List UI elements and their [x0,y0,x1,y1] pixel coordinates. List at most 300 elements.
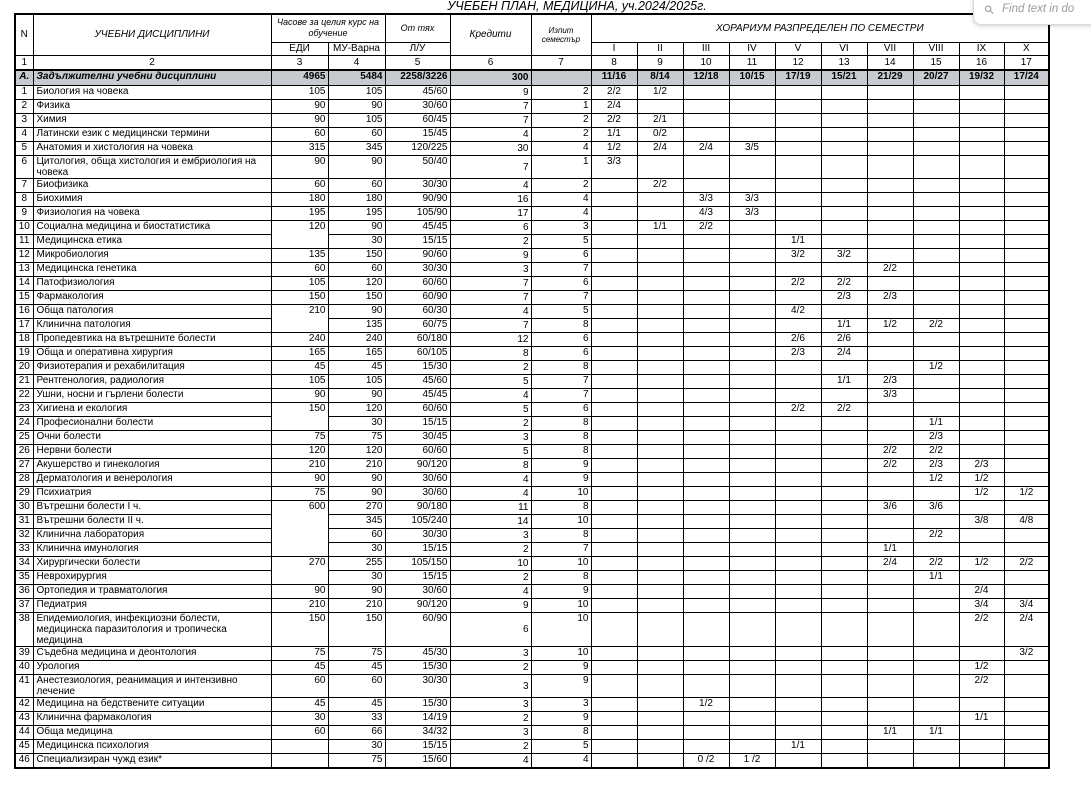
semester-hours-3 [683,740,729,754]
semester-hours-1 [591,698,637,712]
semester-hours-3 [683,249,729,263]
semester-hours-2: 2/1 [637,114,683,128]
semester-hours-5 [775,529,821,543]
semester-hours-5 [775,86,821,100]
semester-hours-3 [683,726,729,740]
semester-hours-7 [867,235,913,249]
semester-hours-9 [959,417,1004,431]
mu-varna-hours: 240 [328,333,385,347]
col-number: 9 [637,55,683,70]
discipline-name: Хирургически болести [33,557,271,571]
semester-hours-1 [591,712,637,726]
semester-hours-5: 1/1 [775,740,821,754]
row-number: 24 [15,417,33,431]
semester-hours-7: 2/2 [867,263,913,277]
col-number: 2 [33,55,271,70]
exam-semester: 6 [531,403,591,417]
total-credits: 300 [450,70,531,86]
semester-hours-9 [959,156,1004,179]
semester-hours-5 [775,291,821,305]
semester-hours-1 [591,675,637,698]
lecture-practice-hours: 45/60 [385,375,450,389]
semester-hours-8 [913,179,959,193]
semester-hours-4 [729,291,775,305]
exam-semester: 2 [531,179,591,193]
row-number: 34 [15,557,33,571]
semester-hours-8 [913,740,959,754]
col-number: 11 [729,55,775,70]
semester-hours-1: 2/2 [591,86,637,100]
semester-hours-10 [1004,100,1049,114]
credits: 4 [450,487,531,501]
semester-hours-9: 2/3 [959,459,1004,473]
row-number: 35 [15,571,33,585]
edi-hours: 60 [271,179,328,193]
edi-hours: 120 [271,221,328,249]
total-row-letter: А. [15,70,33,86]
edi-hours: 75 [271,431,328,445]
lecture-practice-hours: 45/30 [385,647,450,661]
semester-hours-9: 3/4 [959,599,1004,613]
semester-hours-10 [1004,347,1049,361]
semester-hours-5: 3/2 [775,249,821,263]
semester-hours-10 [1004,142,1049,156]
semester-hours-5 [775,128,821,142]
semester-hours-3: 0 /2 [683,754,729,768]
row-number: 33 [15,543,33,557]
credits: 2 [450,740,531,754]
semester-hours-4 [729,557,775,571]
semester-hours-8 [913,712,959,726]
semester-hours-1: 1/1 [591,128,637,142]
discipline-name: Фармакология [33,291,271,305]
mu-varna-hours: 195 [328,207,385,221]
exam-semester: 4 [531,142,591,156]
semester-hours-5 [775,156,821,179]
semester-hours-9 [959,571,1004,585]
edi-hours: 90 [271,473,328,487]
semester-hours-4 [729,156,775,179]
table-row [15,571,1049,585]
semester-hours-8 [913,585,959,599]
exam-semester: 8 [531,319,591,333]
total-semester-6: 15/21 [821,70,867,86]
semester-hours-8 [913,333,959,347]
semester-hours-6 [821,585,867,599]
edi-hours [271,740,328,754]
semester-hours-7 [867,100,913,114]
exam-semester: 8 [531,417,591,431]
table-row [15,389,1049,403]
discipline-name: Вътрешни болести II ч. [33,515,271,529]
mu-varna-hours: 180 [328,193,385,207]
semester-hours-5 [775,445,821,459]
semester-hours-7 [867,347,913,361]
semester-hours-6 [821,263,867,277]
semester-hours-4 [729,543,775,557]
exam-semester: 10 [531,599,591,613]
row-number: 2 [15,100,33,114]
semester-hours-5 [775,754,821,768]
row-number: 31 [15,515,33,529]
table-row [15,128,1049,142]
lecture-practice-hours: 90/120 [385,599,450,613]
semester-hours-7 [867,114,913,128]
semester-hours-7: 1/2 [867,319,913,333]
semester-hours-9: 1/2 [959,473,1004,487]
mu-varna-hours: 60 [328,263,385,277]
semester-hours-10: 1/2 [1004,487,1049,501]
credits: 4 [450,389,531,403]
semester-hours-10 [1004,114,1049,128]
total-semester-3: 12/18 [683,70,729,86]
discipline-name: Обща и оперативна хирургия [33,347,271,361]
mu-varna-hours: 75 [328,647,385,661]
semester-hours-1 [591,613,637,647]
credits: 16 [450,193,531,207]
semester-hours-3 [683,501,729,515]
semester-hours-1 [591,193,637,207]
semester-hours-1 [591,375,637,389]
col-number: 4 [328,55,385,70]
semester-hours-8 [913,156,959,179]
lecture-practice-hours: 15/15 [385,740,450,754]
semester-hours-1 [591,417,637,431]
semester-hours-4: 3/3 [729,207,775,221]
semester-hours-2 [637,698,683,712]
semester-hours-8 [913,487,959,501]
discipline-name: Очни болести [33,431,271,445]
semester-hours-1: 3/3 [591,156,637,179]
semester-hours-8 [913,675,959,698]
semester-hours-4 [729,698,775,712]
lecture-practice-hours: 60/45 [385,114,450,128]
mu-varna-hours: 150 [328,613,385,647]
semester-hours-1 [591,263,637,277]
lecture-practice-hours: 120/225 [385,142,450,156]
credits: 7 [450,277,531,291]
exam-semester: 3 [531,221,591,235]
semester-hours-6: 2/2 [821,277,867,291]
row-number: 28 [15,473,33,487]
semester-hours-2 [637,459,683,473]
semester-hours-7 [867,142,913,156]
semester-hours-7 [867,403,913,417]
semester-hours-4 [729,179,775,193]
semester-hours-7 [867,487,913,501]
semester-hours-6: 2/6 [821,333,867,347]
exam-semester: 10 [531,487,591,501]
semester-hours-4 [729,661,775,675]
row-number: 39 [15,647,33,661]
header-row-column-numbers [15,55,1049,70]
semester-hours-6 [821,193,867,207]
col-header-semester-9: IX [959,42,1004,55]
exam-semester: 8 [531,445,591,459]
credits: 8 [450,347,531,361]
mu-varna-hours: 66 [328,726,385,740]
col-header-semester-1: I [591,42,637,55]
exam-semester: 9 [531,675,591,698]
table-row [15,193,1049,207]
table-row [15,305,1049,319]
semester-hours-3: 2/4 [683,142,729,156]
semester-hours-2 [637,543,683,557]
semester-hours-9 [959,100,1004,114]
semester-hours-2 [637,156,683,179]
mu-varna-hours: 45 [328,361,385,375]
mu-varna-hours: 345 [328,515,385,529]
edi-hours: 240 [271,333,328,347]
col-number: 1 [15,55,33,70]
semester-hours-5 [775,712,821,726]
col-header-semester-10: X [1004,42,1049,55]
credits: 6 [450,613,531,647]
col-header-semester-8: VIII [913,42,959,55]
row-number: 7 [15,179,33,193]
semester-hours-9 [959,249,1004,263]
credits: 3 [450,431,531,445]
discipline-name: Физиотерапия и рехабилитация [33,361,271,375]
mu-varna-hours: 120 [328,445,385,459]
lecture-practice-hours: 105/90 [385,207,450,221]
semester-hours-1 [591,319,637,333]
semester-hours-4 [729,319,775,333]
row-number: 17 [15,319,33,333]
semester-hours-8 [913,661,959,675]
semester-hours-8: 2/2 [913,319,959,333]
row-number: 38 [15,613,33,647]
semester-hours-1 [591,529,637,543]
semester-hours-8 [913,114,959,128]
semester-hours-10 [1004,417,1049,431]
discipline-name: Епидемиология, инфекциозни болести, медицинска паразитология и тропическа медицина [33,613,271,647]
semester-hours-10 [1004,712,1049,726]
semester-hours-5: 1/1 [775,235,821,249]
semester-hours-7 [867,193,913,207]
semester-hours-7 [867,712,913,726]
exam-semester: 4 [531,207,591,221]
row-number: 1 [15,86,33,100]
row-number: 29 [15,487,33,501]
table-row [15,156,1049,179]
semester-hours-6 [821,473,867,487]
semester-hours-3 [683,417,729,431]
semester-hours-10 [1004,473,1049,487]
semester-hours-10 [1004,249,1049,263]
exam-semester: 9 [531,473,591,487]
semester-hours-1 [591,459,637,473]
edi-hours: 315 [271,142,328,156]
semester-hours-5 [775,571,821,585]
credits: 5 [450,403,531,417]
semester-hours-5: 2/2 [775,277,821,291]
table-row [15,557,1049,571]
semester-hours-7 [867,515,913,529]
semester-hours-2 [637,557,683,571]
credits: 5 [450,375,531,389]
semester-hours-7 [867,599,913,613]
mu-varna-hours: 210 [328,459,385,473]
semester-hours-4 [729,375,775,389]
discipline-name: Биохимия [33,193,271,207]
semester-hours-6: 2/3 [821,291,867,305]
semester-hours-3 [683,647,729,661]
row-number: 25 [15,431,33,445]
col-header-credits: Кредити [450,14,531,55]
row-number: 23 [15,403,33,417]
row-number: 36 [15,585,33,599]
exam-semester: 5 [531,305,591,319]
semester-hours-7 [867,613,913,647]
col-header-semester-5: V [775,42,821,55]
table-row [15,417,1049,431]
semester-hours-7 [867,571,913,585]
semester-hours-10 [1004,501,1049,515]
semester-hours-2 [637,585,683,599]
lecture-practice-hours: 105/150 [385,557,450,571]
total-semester-9: 19/32 [959,70,1004,86]
lecture-practice-hours: 30/60 [385,473,450,487]
mu-varna-hours: 105 [328,114,385,128]
row-number: 16 [15,305,33,319]
semester-hours-5 [775,361,821,375]
semester-hours-10: 3/2 [1004,647,1049,661]
semester-hours-5 [775,698,821,712]
exam-semester: 7 [531,263,591,277]
total-row-name: Задължителни учебни дисциплини [33,70,271,86]
lecture-practice-hours: 60/90 [385,613,450,647]
mu-varna-hours: 150 [328,249,385,263]
table-row [15,333,1049,347]
discipline-name: Социална медицина и биостатистика [33,221,271,235]
table-row [15,361,1049,375]
semester-hours-10 [1004,207,1049,221]
col-number: 13 [821,55,867,70]
discipline-name: Медицинска психология [33,740,271,754]
semester-hours-4 [729,501,775,515]
discipline-name: Медицинска генетика [33,263,271,277]
semester-hours-10 [1004,156,1049,179]
exam-semester: 6 [531,277,591,291]
table-row [15,599,1049,613]
semester-hours-5 [775,726,821,740]
semester-hours-1 [591,726,637,740]
edi-hours: 30 [271,712,328,726]
semester-hours-4 [729,347,775,361]
credits: 5 [450,445,531,459]
semester-hours-6 [821,661,867,675]
semester-hours-1 [591,543,637,557]
edi-hours: 150 [271,291,328,305]
semester-hours-9 [959,179,1004,193]
semester-hours-10 [1004,235,1049,249]
credits: 7 [450,319,531,333]
lecture-practice-hours: 30/30 [385,263,450,277]
discipline-name: Нервни болести [33,445,271,459]
search-input[interactable] [1000,2,1091,16]
semester-hours-4 [729,100,775,114]
col-header-exam-semester: Изпит семестър [531,14,591,55]
row-number: 5 [15,142,33,156]
credits: 14 [450,515,531,529]
semester-hours-8 [913,305,959,319]
semester-hours-6 [821,221,867,235]
semester-hours-9 [959,221,1004,235]
exam-semester: 8 [531,501,591,515]
row-number: 44 [15,726,33,740]
semester-hours-1 [591,740,637,754]
semester-hours-4 [729,571,775,585]
table-row [15,487,1049,501]
discipline-name: Неврохирургия [33,571,271,585]
semester-hours-2: 1/1 [637,221,683,235]
credits: 7 [450,114,531,128]
semester-hours-2 [637,647,683,661]
mu-varna-hours: 30 [328,571,385,585]
semester-hours-8 [913,128,959,142]
edi-hours: 150 [271,613,328,647]
row-number: 37 [15,599,33,613]
semester-hours-4 [729,249,775,263]
exam-semester: 10 [531,647,591,661]
semester-hours-10 [1004,543,1049,557]
semester-hours-5 [775,459,821,473]
total-semester-5: 17/19 [775,70,821,86]
semester-hours-9 [959,375,1004,389]
semester-hours-9 [959,333,1004,347]
semester-hours-1 [591,501,637,515]
credits: 4 [450,305,531,319]
lecture-practice-hours: 60/180 [385,333,450,347]
semester-hours-2 [637,403,683,417]
edi-hours: 90 [271,100,328,114]
table-row [15,543,1049,557]
semester-hours-8 [913,698,959,712]
semester-hours-1: 2/2 [591,114,637,128]
semester-hours-3 [683,599,729,613]
semester-hours-8 [913,100,959,114]
semester-hours-7: 2/3 [867,291,913,305]
semester-hours-8: 1/2 [913,361,959,375]
semester-hours-10 [1004,459,1049,473]
semester-hours-10 [1004,529,1049,543]
col-header-semester-4: IV [729,42,775,55]
edi-hours: 165 [271,347,328,361]
lecture-practice-hours: 60/60 [385,445,450,459]
semester-hours-8 [913,291,959,305]
lecture-practice-hours: 14/19 [385,712,450,726]
col-number: 17 [1004,55,1049,70]
semester-hours-2 [637,571,683,585]
table-row [15,647,1049,661]
col-number: 8 [591,55,637,70]
exam-semester: 8 [531,431,591,445]
semester-hours-4 [729,515,775,529]
mu-varna-hours: 33 [328,712,385,726]
row-number: 32 [15,529,33,543]
table-row [15,675,1049,698]
discipline-name: Цитология, обща хистология и ембриология на човека [33,156,271,179]
row-number: 20 [15,361,33,375]
exam-semester: 7 [531,389,591,403]
semester-hours-1 [591,571,637,585]
semester-hours-2 [637,100,683,114]
semester-hours-9: 2/4 [959,585,1004,599]
semester-hours-4 [729,726,775,740]
mu-varna-hours: 90 [328,473,385,487]
discipline-name: Медицина на бедствените ситуации [33,698,271,712]
